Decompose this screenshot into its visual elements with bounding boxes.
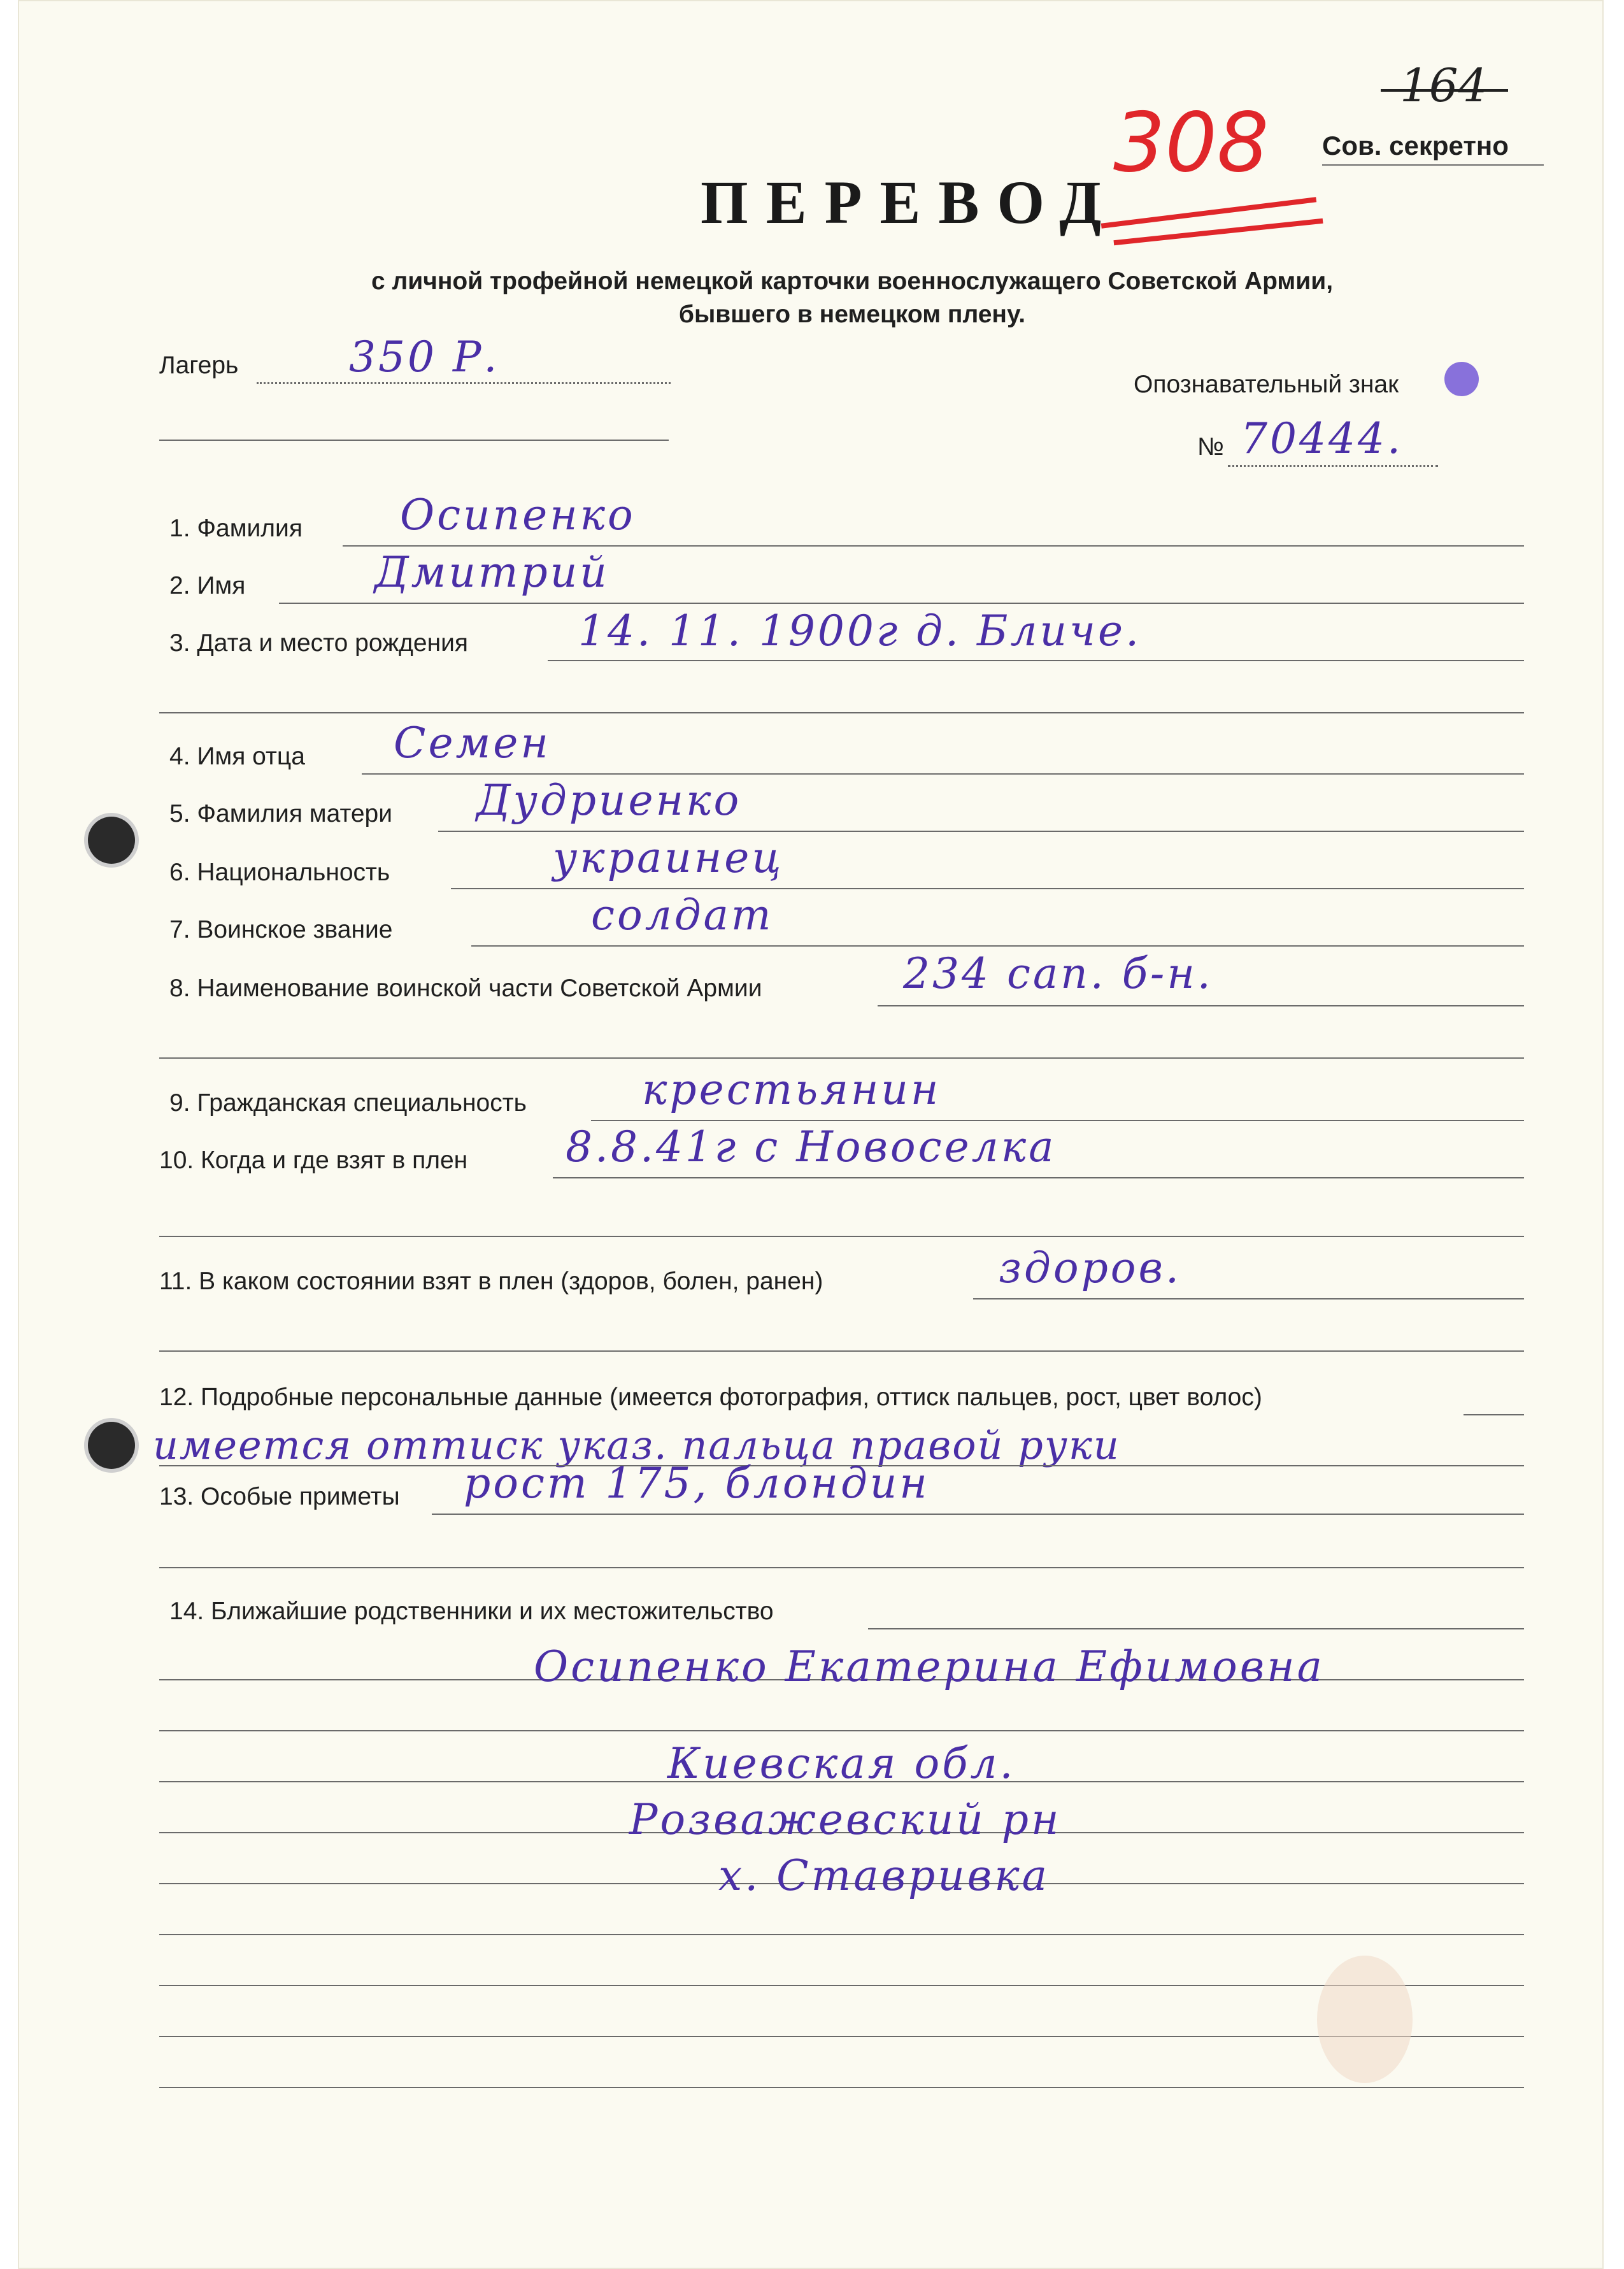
field-occupation-value: крестьянин xyxy=(642,1065,941,1114)
paper-stain xyxy=(1317,1956,1413,2083)
field-condition-value: здоров. xyxy=(999,1243,1181,1292)
field-relatives-label: 14. Ближайшие родственники и их местожительство xyxy=(169,1598,774,1625)
field-birth-line xyxy=(548,660,1524,661)
relatives-value-line2: Киевская обл. xyxy=(667,1739,1016,1788)
relatives-line-7 xyxy=(159,1985,1524,1986)
field-captured-line xyxy=(553,1177,1524,1178)
document-subtitle-line1: с личной трофейной немецкой карточки военнослужащего Советской Армии, xyxy=(371,268,1334,295)
archive-number-struck: 164 xyxy=(1400,59,1488,112)
field-features-label: 13. Особые приметы xyxy=(159,1483,400,1510)
field-name-line xyxy=(279,603,1524,604)
field-surname-value: Осипенко xyxy=(400,490,636,540)
relatives-value-line3: Розважевский рн xyxy=(629,1795,1062,1844)
field-features-value: рост 175, блондин xyxy=(464,1459,930,1508)
field-captured-label: 10. Когда и где взят в плен xyxy=(159,1147,468,1174)
field-condition-line xyxy=(973,1298,1524,1299)
ink-blot xyxy=(1444,362,1479,396)
field-features-line xyxy=(432,1514,1524,1515)
classification-label: Сов. секретно xyxy=(1322,131,1509,161)
classification-underline xyxy=(1322,164,1544,166)
tag-label: Опознавательный знак xyxy=(1134,371,1399,398)
field-personal-value: имеется оттиск указ. пальца правой руки xyxy=(153,1422,1120,1468)
field-nationality-line xyxy=(451,888,1524,889)
field-unit-line-2 xyxy=(159,1057,1524,1059)
punch-hole-lower xyxy=(88,1422,135,1469)
field-birth-label: 3. Дата и место рождения xyxy=(169,629,469,657)
relatives-value-line4: х. Ставривка xyxy=(718,1851,1050,1900)
punch-hole-upper xyxy=(88,817,135,864)
camp-line xyxy=(257,382,671,384)
field-birth-value: 14. 11. 1900г д. Бличе. xyxy=(578,606,1142,655)
field-nationality-label: 6. Национальность xyxy=(169,859,390,886)
document-title: ПЕРЕВОД xyxy=(701,168,1120,236)
field-captured-line-2 xyxy=(159,1236,1524,1237)
tag-number-line xyxy=(1228,465,1438,467)
relatives-value-line1: Осипенко Екатерина Ефимовна xyxy=(534,1642,1325,1691)
field-surname-line xyxy=(343,545,1524,547)
field-name-value: Дмитрий xyxy=(374,548,609,597)
field-birth-line-2 xyxy=(159,712,1524,713)
field-rank-value: солдат xyxy=(591,891,774,940)
field-rank-line xyxy=(471,945,1524,947)
camp-label: Лагерь xyxy=(159,352,239,379)
field-mother-value: Дудриенко xyxy=(476,776,742,825)
field-occupation-label: 9. Гражданская специальность xyxy=(169,1089,527,1117)
relatives-line-9 xyxy=(159,2087,1524,2088)
field-personal-label: 12. Подробные персональные данные (имеется фотография, оттиск пальцев, рост, цвет волос) xyxy=(159,1384,1262,1411)
field-rank-label: 7. Воинское звание xyxy=(169,916,393,943)
field-father-value: Семен xyxy=(394,719,551,768)
field-father-label: 4. Имя отца xyxy=(169,743,305,770)
camp-line-2 xyxy=(159,440,669,441)
relatives-line-2 xyxy=(159,1730,1524,1731)
field-nationality-value: украинец xyxy=(553,833,784,882)
archive-number-strike xyxy=(1381,89,1508,92)
red-pencil-number: 308 xyxy=(1113,96,1269,190)
document-page xyxy=(18,0,1604,2269)
field-personal-line xyxy=(1464,1414,1524,1415)
field-surname-label: 1. Фамилия xyxy=(169,515,303,542)
field-mother-line xyxy=(438,831,1524,832)
tag-number-label: № xyxy=(1197,433,1224,461)
field-relatives-line xyxy=(868,1628,1524,1629)
field-condition-label: 11. В каком состоянии взят в плен (здоров, болен, ранен) xyxy=(159,1268,823,1295)
tag-number-value: 70444. xyxy=(1241,414,1403,463)
document-subtitle-line2: бывшего в немецком плену. xyxy=(678,301,1026,328)
field-name-label: 2. Имя xyxy=(169,572,246,599)
field-father-line xyxy=(362,773,1524,775)
field-unit-line xyxy=(878,1005,1524,1006)
camp-value: 350 Р. xyxy=(349,333,500,382)
field-occupation-line xyxy=(591,1120,1524,1121)
field-condition-line-2 xyxy=(159,1350,1524,1352)
field-unit-value: 234 сап. б-н. xyxy=(903,949,1213,998)
field-unit-label: 8. Наименование воинской части Советской Армии xyxy=(169,975,762,1002)
field-captured-value: 8.8.41г с Новоселка xyxy=(566,1122,1057,1171)
relatives-line-6 xyxy=(159,1934,1524,1935)
field-mother-label: 5. Фамилия матери xyxy=(169,800,393,827)
field-features-line-2 xyxy=(159,1567,1524,1568)
